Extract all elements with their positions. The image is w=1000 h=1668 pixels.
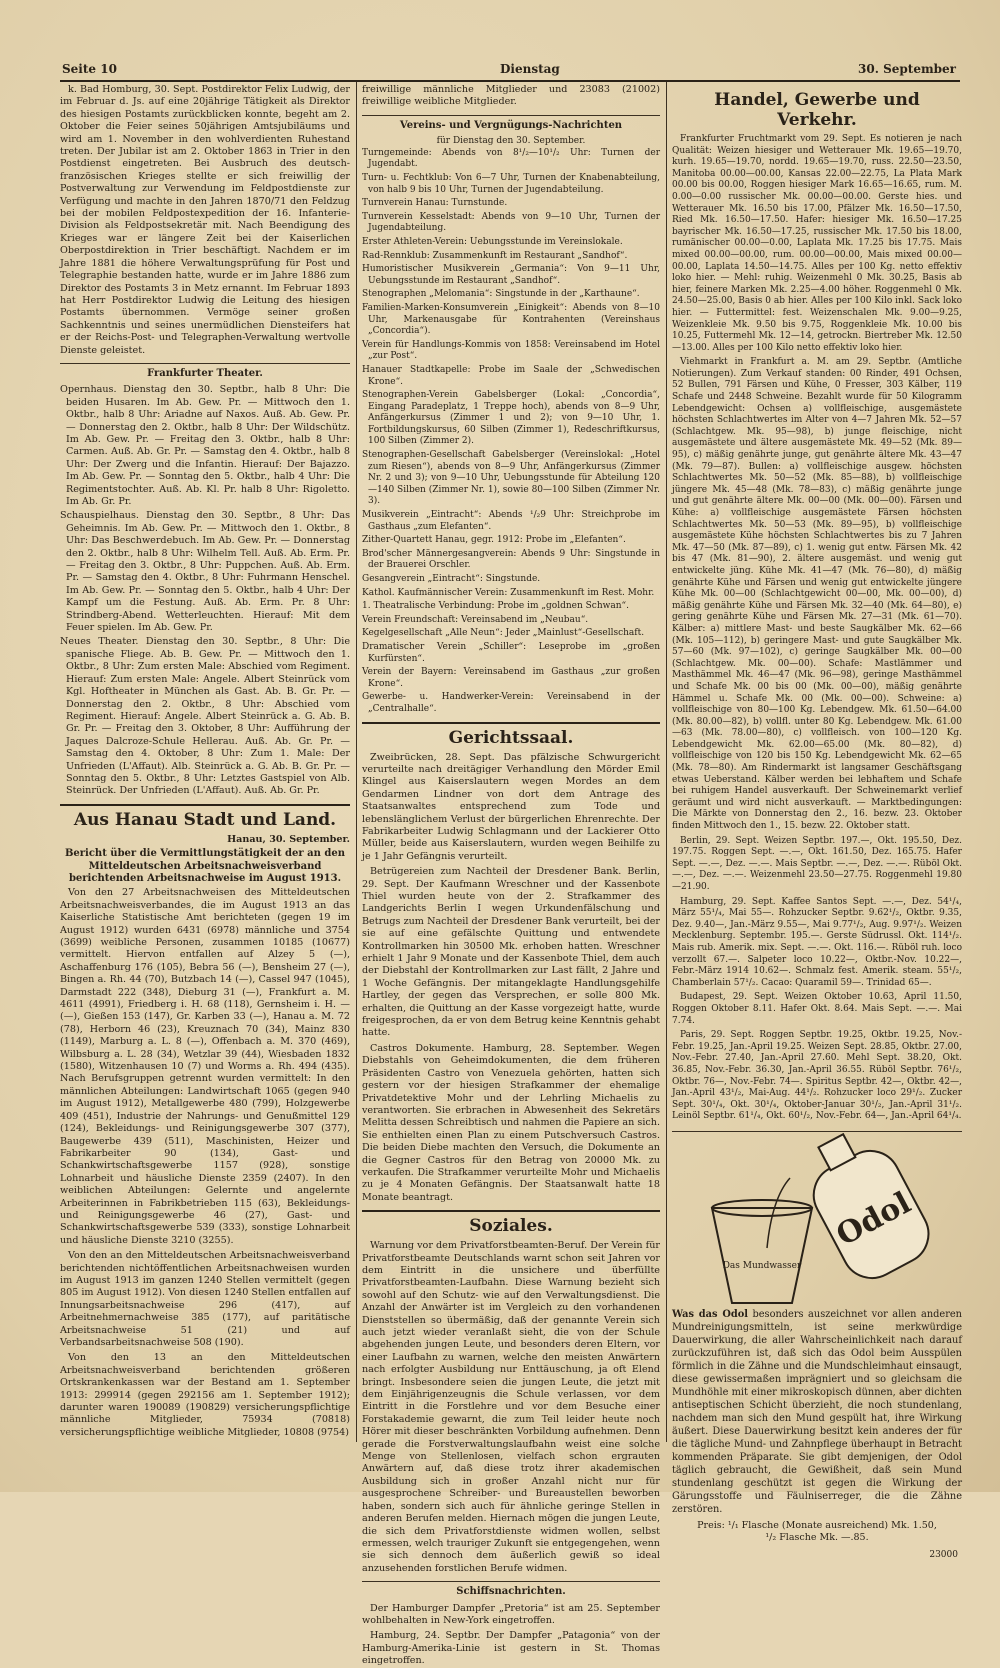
gericht-article-1: Zweibrücken, 28. Sept. Das pfälzische Schwurgericht verurteilte nach dreitägiger Verhandlung den Mörder Emil Klingel aus Kaiserslautern wegen Mordes an dem Gendarmen Lindner von dort dem Antrage des Staatsanwaltes entsprechend zum Tode und lebenslänglichem Verlust der bürgerlichen Ehrenrechte. Der Fabrikarbeiter Ludwig Schlagmann und der Lackierer Otto Müller, beide aus Kaiserslautern, wurden wegen Beihilfe zu je 1 Jahr Gefängnis verurteilt.: [362, 751, 660, 862]
gericht-article-3: Castros Dokumente. Hamburg, 28. September. Wegen Diebstahls von Geheimdokumenten, die dem früheren Präsidenten Castro von Venezuela gehörten, hatten sich gestern vor der hiesigen Strafkammer der ehemalige Privatdetektive Mohr und der Lehrling Michaelis zu verantworten. Sie erbrachen in Abwesenheit des Sekretärs Melitta dessen Schreibtisch und nahmen die Papiere an sich. Sie enthielten einen Plan zu einem Putschversuch Castros. Die beiden Diebe machten den Versuch, die Dokumente an die Gegner Castros für den Betrag von 20000 Mk. zu verkaufen. Die Strafkammer verurteilte Mohr und Michaelis zu je 4 Monaten Gefängnis. Der Staatsanwalt hatte 18 Monate beantragt.: [362, 1042, 660, 1203]
market-budapest: Budapest, 29. Sept. Weizen Oktober 10.63, April 11.50, Roggen Oktober 8.11. Hafer Okt. 8.64. Mais Sept. —.—. Mai 7.74.: [672, 992, 962, 1026]
odol-bottle-icon: [672, 1138, 962, 1308]
hanau-dateline: Hanau, 30. September.: [227, 833, 350, 845]
hanau-paragraph-2: Von den an den Mitteldeutschen Arbeitsnachweisverband berichtenden nichtöffentlichen Arbeitsnachweisen wurden im August 1913 im ganzen 1240 Stellen vermittelt (gegen 805 im August 1912). Von diesen 1240 Stellen entfallen auf Innungsarbeitsnachweise 296 (417), auf Arbeitnehmernachweise 385 (177), auf paritätische Arbeitsnachweise 51 (21) und auf Verbandsarbeitsnachweise 508 (190).: [60, 1250, 350, 1348]
header-day: Dienstag: [500, 62, 560, 76]
vereins-item: 1. Theatralische Verbindung: Probe im „goldnen Schwan“.: [362, 601, 629, 612]
vereins-item: Kathol. Kaufmännischer Verein: Zusammenkunft im Rest. Mohr.: [362, 587, 655, 598]
vereins-item: Musikverein „Eintracht“: Abends ¹/₂9 Uhr: Streichprobe im Gasthaus „zum Elefanten“.: [362, 510, 660, 532]
market-frankfurt-frucht: Frankfurter Fruchtmarkt vom 29. Sept. Es notieren je nach Qualität: Weizen hiesiger und Wetterauer Mk. 19.65—19.70, kurh. 19.65—19.70, nordd. 19.65—19.70, russ. 22.50—23.50, Manitoba 00.00—00.00, Kansas 22.00—22.75, La Plata Mark 00.00 bis 00.00, Roggen hiesiger Mark 16.65—16.65, rum. M. 0.00—0.00 russischer Mk. 00.00—00.00. Gerste hies. und Wetterauer Mk. 16.50 bis 17.00, Pfälzer Mk. 16.50—17.50, Ried Mk. 16.50—17.50. Hafer: hiesiger Mk. 16.50—17.25 bayrischer Mk. 16.50—17.25, russischer Mk. 17.50 bis 18.00, rumänischer 00.00—0.00, Laplata Mk. 17.25 bis 17.75. Mais mixed 00.00—00.00, rum. 00.00—00.00, Mais mixed 00.00—00.00, Laplata 14.50—14.75. Alles per 100 Kg. netto effektiv loko hier. — Mehl: ruhig. Weizenmehl 0 Mk. 30.25, Basis ab hier, feinere Marken Mk. 2.25—4.00 höher. Roggenmehl 0 Mk. 24.50—25.00, Basis 0 ab hier. Alles per 100 Kilo inkl. Sack loko hier. — Futtermittel: fest. Weizenschalen Mk. 9.00—9.25, Weizenkleie Mk. 9.50 bis 9.75, Roggenkleie Mk. 10.00 bis 10.25, Futtermehl Mk. 12—14, getrockn. Biertreber Mk. 12.50—13.00. Alles per 100 Kilo netto effektiv loko hier.: [672, 134, 962, 353]
column-3: [672, 84, 962, 1561]
vereins-item: Verein der Bayern: Vereinsabend im Gasthaus „zur großen Krone“.: [362, 667, 660, 689]
section-title-vereins: Vereins- und Vergnügungs-Nachrichten: [362, 115, 660, 132]
theater-neues-theater: Neues Theater. Dienstag den 30. Septbr., 8 Uhr: Die spanische Fliege. Ab. B. Gew. Pr. — Mittwoch den 1. Oktbr., 8 Uhr: Zum ersten Male: Abschied vom Regiment. Hierauf: Zum ersten Male: Angele. Albert Steinrück vom Kgl. Hoftheater in München als Gast. Ab. B. Gr. Pr. — Donnerstag den 2. Oktbr., 8 Uhr: Abschied vom Regiment. Hierauf: Angele. Albert Steinrück a. G. Ab. B. Gr. Pr. — Freitag den 3. Oktober, 8 Uhr: Aufführung der Jaques Dalcroze-Schule Hellerau. Auß. Ab. Gr. Pr. — Samstag den 4. Oktober, 8 Uhr: Zum 1. Male: Der Unfrieden (L'Affaut). Alb. Steinrück a. G. Ab. B. Gr. Pr. — Sonntag den 5. Oktbr., 8 Uhr: Letztes Gastspiel von Alb. Steinrück. Der Unfrieden (L'Affaut). Auß. Ab. Gr. Pr.: [60, 636, 350, 797]
schiff-item-2: Hamburg, 24. Septbr. Der Dampfer „Patagonia“ von der Hamburg-Amerika-Linie ist gestern in St. Thomas eingetroffen.: [362, 1630, 660, 1667]
page-number: Seite 10: [62, 62, 117, 76]
vereins-list: [362, 148, 660, 716]
column-rule-2: [666, 82, 667, 1442]
odol-advertisement: [672, 1131, 962, 1568]
header-date: 30. September: [858, 62, 956, 76]
gericht-article-2: Betrügereien zum Nachteil der Dresdener Bank. Berlin, 29. Sept. Der Kaufmann Wreschner und der Kassenbote Thiel wurden heute von der 2. Strafkammer des Landgerichts Berlin I wegen Urkundenfälschung und Betrugs zum Nachteil der Dresdener Bank verurteilt, bei der sie auf eine gefälschte Quittung und entwendete Kontrollmarken hin 30500 Mk. erhoben hatten. Wreschner erhielt 1 Jahr 9 Monate und der Kassenbote Thiel, dem auch der Diebstahl der Kontrollmarken zur Last fällt, 2 Jahre und 1 Woche Gefängnis. Der mitangeklagte Handlungsgehilfe Hartley, der gegen das Versprechen, er solle 800 Mk. erhalten, die Quittung an der Kasse vorgezeigt hatte, wurde freigesprochen, da er von dem Betrug keine Kenntnis gehabt hatte.: [362, 866, 660, 1039]
market-reports: [672, 134, 962, 1123]
hanau-paragraph-1: Von den 27 Arbeitsnachweisen des Mitteldeutschen Arbeitsnachweisverbandes, die im August 1913 an das Kaiserliche Statistische Amt berichteten (gegen 19 im August 1912) wurden 6431 (6978) männliche und 3754 (3699) weibliche Personen, zusammen 10185 (10677) vermittelt. Hiervon entfallen auf Alzey 5 (—), Aschaffenburg 176 (105), Bebra 56 (—), Bensheim 27 (—), Bingen a. Rh. 44 (70), Butzbach 14 (—), Cassel 947 (1045), Darmstadt 222 (348), Dieburg 31 (—), Frankfurt a. M. 4611 (4991), Friedberg i. H. 68 (118), Gernsheim i. H. — (—), Gießen 153 (147), Gr. Karben 33 (—), Hanau a. M. 72 (78), Herborn 46 (23), Kreuznach 70 (34), Mainz 830 (1149), Marburg a. L. 8 (—), Offenbach a. M. 370 (469), Wilbsburg a. L. 28 (34), Wetzlar 39 (44), Wiesbaden 1832 (1580), Witzenhausen 10 (7) und Worms a. Rh. 494 (435). Nach Berufsgruppen getrennt wurden vermittelt: In den männlichen Abteilungen: Landwirtschaft 1065 (gegen 940 im August 1912), Metallgewerbe 480 (799), Holzgewerbe 409 (451), Industrie der Nahrungs- und Genußmittel 129 (124), Bekleidungs- und Reinigungsgewerbe 307 (377), Baugewerbe 439 (511), Maschinisten, Heizer und Fabrikarbeiter 90 (134), Gast- und Schankwirtschaftsgewerbe 1157 (928), sonstige Lohnarbeit und häusliche Dienste 2359 (2407). In den weiblichen Abteilungen: Gelernte und angelernte Arbeiterinnen in Fabrikbetrieben 115 (63), Bekleidungs- und Reinigungsgewerbe 46 (27), Gast- und Schankwirtschaftsgewerbe 539 (333), sonstige Lohnarbeit und häusliche Dienste 3210 (3255).: [60, 887, 350, 1246]
schiff-item-1: Der Hamburger Dampfer „Pretoria“ ist am 25. September wohlbehalten in New-York eingetroffen.: [362, 1602, 660, 1626]
odol-glass-label: Das Mundwasser: [722, 1260, 802, 1271]
section-title-soziales: Soziales.: [362, 1210, 660, 1236]
vereins-item: Turnverein Kesselstadt: Abends von 9—10 Uhr, Turnen der Jugendabteilung.: [362, 211, 660, 234]
column-rule-1: [356, 82, 357, 1442]
market-frankfurt-vieh: Viehmarkt in Frankfurt a. M. am 29. Septbr. (Amtliche Notierungen). Zum Verkauf standen: 00 Rinder, 491 Ochsen, 52 Bullen, 791 Färsen und Kühe, 0 Fresser, 303 Kälber, 119 Schafe und 2448 Schweine. Bezahlt wurde für 50 Kilogramm Lebendgewicht: Ochsen a) vollfleischige, ausgemästete höchsten Schlachtwertes im Alter von 4—7 Jahren Mk. 52—57 (Schlachtgew. Mk. 95—98), b) junge fleischige, nicht ausgemästete und ältere ausgemästete Mk. 49—52 (Mk. 89—95), c) mäßig genährte junge, gut genährte ältere Mk. 43—47 (Mk. 79—87). Bullen: a) vollfleischige ausgew. höchsten Schlachtwertes Mk. 50—52 (Mk. 85—88), b) vollfleischige jüngere Mk. 45—48 (Mk. 78—83), c) mäßig genährte junge und gut genährte ältere Mk. 00—00 (Mk. 00—00). Färsen und Kühe: a) vollfleischige ausgemästete Färsen höchsten Schlachtwertes Mk. 50—53 (Mk. 89—95), b) vollfleischige ausgemästete Kühe höchsten Schlachtwertes bis zu 7 Jahren Mk. 47—50 (Mk. 87—89), c) 1. wenig gut entw. Färsen Mk. 42 bis 47 (Mk. 81—90), 2. ältere ausgemäst. und wenig gut entwickelte jüng. Kühe Mk. 41—47 (Mk. 76—80), d) mäßig genährte Kühe und Färsen und wenig gut entwickelte jüngere Kühe Mk. 00—00 (Schlachtgewicht 00—00, Mk. 00—00), d) mäßig genährte Kühe und Färsen Mk. 32—40 (Mk. 64—80), e) gering genährte Kühe und Färsen Mk. 27—31 (Mk. 61—70). Kälber: a) mittlere Mast- und beste Saugkälber Mk. 62—66 (Mk. 105—112), b) geringere Mast- und gute Saugkälber Mk. 57—60 (Mk. 97—102), c) geringe Saugkälber Mk. 00—00 (Schlachtgew. Mk. 00—00). Schafe: Mastlämmer und Masthämmel Mk. 46—47 (Mk. 96—98), geringe Masthämmel und Schafe Mk. 00 bis 00 (Mk. 00—00), mäßig genährte Hämmel u. Schafe Mk. 00 (Mk. 00—00). Schweine: a) vollfleischige von 80—100 Kg. Lebendgew. Mk. 61.50—64.00 (Mk. 80.00—82), b) vollfl. unter 80 Kg. Lebendgew. Mk. 61.00—63 (Mk. 78.00—80), c) vollfleisch. von 100—120 Kg. Lebendgewicht Mk. 62.00—65.00 (Mk. 80—82), d) vollfleischige von 120 bis 150 Kg. Lebendgewicht Mk. 62—65 (Mk. 78—80). Am Rindermarkt ist langsamer Geschäftsgang etwas Ueberstand. Kälber werden bei lebhaftem und Schafe bei ruhigem Handel ausverkauft. Der Schweinemarkt verlief geräumt und wird nicht ausverkauft. — Marktbedingungen: Die Märkte von Donnerstag den 2., 16. bezw. 23. Oktober finden Mittwoch den 1., 15. bezw. 22. Oktober statt.: [672, 357, 962, 832]
vereins-item: Erster Athleten-Verein: Uebungsstunde im Vereinslokale.: [362, 236, 623, 247]
market-berlin: Berlin, 29. Sept. Weizen Septbr. 197.—, Okt. 195.50, Dez. 197.75. Roggen Sept. —.—, Okt. 161.50, Dez. 165.75. Hafer Sept. —.—, Dez. —.—. Mais Septbr. —.—, Dez. —.—. Rüböl Okt. —.—, Dez. —.—. Weizenmehl 23.50—27.75. Roggenmehl 19.80—21.90.: [672, 835, 962, 892]
market-hamburg: Hamburg, 29. Sept. Kaffee Santos Sept. —.—, Dez. 54¹/₄, März 55¹/₄, Mai 55—. Rohzucker Septbr. 9.62¹/₂, Oktbr. 9.35, Dez. 9.40—, Jan.-März 9.55—, Mai 9.77¹/₂, Aug. 9.97¹/₂. Weizen Mecklenburg. Septembr. 195.—. Gerste Südrussl. Okt. 114¹/₂. Mais rub. Amerik. mix. Sept. —.—. Okt. 116.—. Rüböl ruh. loco verzollt 67.—. Salpeter loco 10.22—, Oktbr.-Nov. 10.22—, Febr.-März 1914 10.62—. Schmalz fest. Amerik. steam. 55¹/₂, Chamberlain 57¹/₂. Cacao: Quaramil 59—. Trinidad 65—.: [672, 896, 962, 988]
vereins-item: Humoristischer Musikverein „Germania“: Von 9—11 Uhr, Uebungsstunde im Restaurant „Sandhof“.: [362, 264, 660, 286]
odol-ad-code: 23000: [929, 1550, 958, 1561]
vereins-item: Zither-Quartett Hanau, gegr. 1912: Probe im „Elefanten“.: [362, 535, 626, 546]
vereins-item: Turnverein Hanau: Turnstunde.: [362, 198, 508, 209]
odol-price-2: ¹/₂ Flasche Mk. —.85.: [765, 1532, 869, 1544]
vereins-item: Gewerbe- u. Handwerker-Verein: Vereinsabend in der „Centralhalle“.: [362, 692, 660, 714]
vereins-item: Turn- u. Fechtklub: Von 6—7 Uhr, Turnen der Knabenabteilung, von halb 9 bis 10 Uhr, Turnen der Jugendabteilung.: [362, 173, 660, 195]
vereins-item: Brod'scher Männergesangverein: Abends 9 Uhr: Singstunde in der Brauerei Orschler.: [362, 548, 660, 571]
section-title-hanau: Aus Hanau Stadt und Land.: [60, 804, 350, 830]
vereins-item: Turngemeinde: Abends von 8¹/₂—10¹/₂ Uhr: Turnen der Jugendabt.: [362, 147, 660, 170]
market-paris: Paris, 29. Sept. Roggen Septbr. 19.25, Oktbr. 19.25, Nov.-Febr. 19.25, Jan.-April 19.25. Weizen Sept. 28.85, Oktbr. 27.00, Nov.-Febr. 27.40, Jan.-April 27.60. Mehl Sept. 38.20, Okt. 36.85, Nov.-Febr. 36.30, Jan.-April 36.55. Rüböl Septbr. 76¹/₂, Oktbr. 76—, Nov.-Febr. 74—. Spiritus Septbr. 42—, Oktbr. 42—, Jan.-April 43¹/₂, Mai-Aug. 44¹/₂. Rohzucker loco 29¹/₂. Zucker Sept. 30¹/₄, Okt. 30¹/₄, Oktober-Januar 30¹/₂, Jan.-April 31¹/₂. Leinöl Septbr. 61¹/₄, Okt. 60¹/₂, Nov.-Febr. 64—, Jan.-April 64¹/₄.: [672, 1030, 962, 1122]
column-1: [60, 84, 350, 1442]
continuation-text: freiwillige männliche Mitglieder und 23083 (21002) freiwillige weibliche Mitglieder.: [362, 84, 660, 108]
vereins-item: Hanauer Stadtkapelle: Probe im Saale der „Schwedischen Krone“.: [362, 364, 660, 387]
hanau-paragraph-3: Von den 13 an den Mitteldeutschen Arbeitsnachweisverband berichtenden größeren Ortskrankenkassen war der Bestand am 1. September 1913: 299914 (gegen 292156 am 1. September 1912); darunter waren 190089 (190829) versicherungspflichtige männliche Mitglieder, 75934 (70818) versicherungspflichtige weibliche Mitglieder, 10808 (9754): [60, 1352, 350, 1438]
hanau-subtitle: Bericht über die Vermittlungstätigkeit der an den Mitteldeutschen Arbeitsnachweisverband berichtenden Arbeitsnachweise im August 1913.: [64, 848, 346, 884]
theater-opernhaus: Opernhaus. Dienstag den 30. Septbr., halb 8 Uhr: Die beiden Husaren. Im Ab. Gew. Pr. — Mittwoch den 1. Oktbr., halb 8 Uhr: Ariadne auf Naxos. Auß. Ab. Gew. Pr. — Donnerstag den 2. Oktbr., halb 8 Uhr: Der Wildschütz. Im Ab. Gew. Pr. — Freitag den 3. Oktbr., halb 8 Uhr: Carmen. Auß. Ab. Gr. Pr. — Samstag den 4. Oktbr., halb 8 Uhr: Der Zwerg und die Infantin. Hierauf: Der Bajazzo. Im Ab. Gew. Pr. — Sonntag den 5. Oktbr., halb 4 Uhr: Die Regimentstochter. Auß. Ab. Kl. Pr. halb 8 Uhr: Rigoletto. Im Ab. Gr. Pr.: [60, 384, 350, 507]
vereins-item: Verein Freundschaft: Vereinsabend im „Neubau“.: [362, 614, 589, 625]
odol-lead: Was das Odol: [672, 1308, 748, 1320]
vereins-item: Gesangverein „Eintracht“: Singstunde.: [362, 574, 541, 584]
article-bad-homburg: k. Bad Homburg, 30. Sept. Postdirektor Felix Ludwig, der im Februar d. Js. auf eine 20jährige Tätigkeit als Direktor des hiesigen Postamts zurückblicken konnte, begeht am 2. Oktober die Feier seines 50jährigen Amtsjubiläums und wird am 1. November in den wohlverdienten Ruhestand treten. Der Jubilar ist am 2. Oktober 1863 in Trier in den Postdienst eingetreten. Bei Ausbruch des deutsch-französischen Krieges stellte er sich freiwillig der Postverwaltung zur Verwendung im Feldpostdienste zur Verfügung und machte in den Jahren 1870/71 den Feldzug bei der mobilen Feldpostexpedition der 16. Infanterie-Division als Feldpostsekretär mit. Nach Beendigung des Krieges war er längere Zeit bei der Kaiserlichen Oberpostdirektion in Trier beschäftigt. Nachdem er im Jahre 1881 die höhere Verwaltungsprüfung für Post und Telegraphie bestanden hatte, wurde er im Jahre 1886 zum Direktor des Postamts 3 in Metz ernannt. Im Februar 1893 hat Herr Postdirektor Ludwig die Leitung des hiesigen Postamts übernommen. Vermöge seiner großen Sachkenntnis und seines unermüdlichen Diensteifers hat er der Reichs-Post- und Telegraphen-Verwaltung wertvolle Dienste geleistet.: [60, 84, 350, 356]
vereins-item: Stenographen-Gesellschaft Gabelsberger (Vereinslokal: „Hotel zum Riesen“), abends von 8—9 Uhr, Anfängerkursus (Zimmer Nr. 2 und 3); von 9—10 Uhr, Uebungsstunde für Abteilung 120—140 Silben (Zimmer Nr. 1), sowie 80—100 Silben (Zimmer Nr. 3).: [362, 450, 660, 507]
section-title-gerichtssaal: Gerichtssaal.: [362, 722, 660, 748]
odol-ad-text: [672, 1308, 962, 1516]
section-title-schiff: Schiffsnachrichten.: [362, 1581, 660, 1598]
odol-bottle-label: Odol: [830, 1185, 917, 1254]
vereins-item: Familien-Marken-Konsumverein „Einigkeit“: Abends von 8—10 Uhr, Markenausgabe für Kontrahenten (Vereinshaus „Concordia“).: [362, 302, 660, 337]
odol-illustration: [672, 1138, 962, 1308]
vereins-date: für Dienstag den 30. September.: [436, 136, 586, 147]
vereins-item: Stenographen „Melomania“: Singstunde in der „Karthaune“.: [362, 289, 640, 300]
odol-body: besonders auszeichnet vor allen anderen Mundreinigungsmitteln, ist seine merkwürdige Dauerwirkung, die aller Wahrscheinlichkeit nach darauf zurückzuführen ist, daß sich das Odol beim Ausspülen förmlich in die Zähne und die Mundschleimhaut einsaugt, diese gewissermaßen imprägniert und so gleichsam die Mundhöhle mit einer mikroskopisch dünnen, aber dichten antiseptischen Schicht überzieht, die noch stundenlang, nachdem man sich den Mund gespült hat, ihre Wirkung äußert. Diese Dauerwirkung besitzt kein anderes der für die tägliche Mund- und Zahnpflege überhaupt in Betracht kommenden Präparate. Sie gibt demjenigen, der Odol täglich gebraucht, die Gewißheit, daß sein Mund stundenlang geschützt ist gegen die Wirkung der Gärungsstoffe und Fäulniserreger, die die Zähne zerstören.: [672, 1308, 962, 1515]
section-title-handel: Handel, Gewerbe und Verkehr.: [714, 90, 920, 130]
section-title-theater: Frankfurter Theater.: [60, 363, 350, 380]
column-2: [362, 84, 660, 1667]
odol-price-1: Preis: ¹/₁ Flasche (Monate ausreichend) Mk. 1.50,: [697, 1519, 937, 1531]
page-header: [60, 58, 960, 82]
vereins-item: Rad-Rennklub: Zusammenkunft im Restaurant „Sandhof“.: [362, 250, 628, 261]
theater-schauspielhaus: Schauspielhaus. Dienstag den 30. Septbr., 8 Uhr: Das Geheimnis. Im Ab. Gew. Pr. — Mittwoch den 1. Oktbr., 8 Uhr: Das Beschwerdebuch. Im Ab. Gew. Pr. — Donnerstag den 2. Oktbr., halb 8 Uhr: Wilhelm Tell. Auß. Ab. Erm. Pr. — Freitag den 3. Oktbr., 8 Uhr: Puppchen. Auß. Ab. Erm. Pr. — Samstag den 4. Oktbr., 8 Uhr: Fuhrmann Henschel. Im Ab. Gew. Pr. — Sonntag den 5. Oktbr., halb 4 Uhr: Der Kampf um die Festung. Auß. Ab. Erm. Pr. 8 Uhr: Strindberg-Abend. Wetterleuchten. Hierauf: Mit dem Feuer spielen. Im Ab. Gew. Pr.: [60, 510, 350, 634]
vereins-item: Verein für Handlungs-Kommis von 1858: Vereinsabend im Hotel „zur Post“.: [362, 339, 660, 362]
vereins-item: Stenographen-Verein Gabelsberger (Lokal: „Concordia“, Eingang Paradeplatz, 1 Treppe hoch), abends von 8—9 Uhr, Anfängerkursus (Zimmer 1 und 2); von 9—10 Uhr, 1. Fortbildungskursus, 60 Silben (Zimmer 1), Redeschriftkursus, 100 Silben (Zimmer 2).: [362, 390, 660, 447]
vereins-item: Dramatischer Verein „Schiller“: Leseprobe im „großen Kurfürsten“.: [362, 641, 660, 664]
soziales-article: Warnung vor dem Privatforstbeamten-Beruf. Der Verein für Privatforstbeamte Deutschlands warnt schon seit Jahren vor dem Eintritt in die unsichere und überfüllte Privatforstbeamten-Laufbahn. Diese Warnung bezieht sich sowohl auf den Schutz- wie auf den Verwaltungsdienst. Die Anzahl der Anwärter ist im Vergleich zu den vorhandenen Dienststellen so übermäßig, daß der genannte Verein sich auch jetzt wieder veranlaßt sieht, die von der Schule abgehenden jungen Leute, und besonders deren Eltern, vor einer Laufbahn zu warnen, welche den meisten Anwärtern nach erfolgter Ausbildung nur Enttäuschung, ja oft Elend bringt. Insbesondere seien die jungen Leute, die jetzt mit dem Einjährigenzeugnis die Schule verlassen, vor dem Eintritt in die Forstlehre und vor dem Besuche einer Forstakademie gewarnt, die zum Teil leider heute noch Hörer mit dieser beschränkten Vorbildung aufnehmen. Denn gerade die Forstverwaltungslaufbahn weist eine solche Menge von Stellenlosen, vielfach schon ergrauten Anwärtern auf, daß diese trotz ihrer akademischen Ausbildung sich in großer Anzahl nicht nur für ausgesprochene Schreiber- und Bureaustellen beworben haben, sondern sich auch für ähnliche geringe Stellen in anderen Berufen melden. Hiernach mögen die jungen Leute, die sich dem Privatforstdienste widmen wollen, selbst ermessen, welch trauriger Zukunft sie entgegengehen, wenn sie sich dennoch dem äußerlich gewiß so ideal anzusehenden forstlichen Berufe widmen.: [362, 1240, 660, 1574]
vereins-item: Kegelgesellschaft „Alle Neun“: Jeder „Mainlust“-Gesellschaft.: [362, 628, 645, 639]
